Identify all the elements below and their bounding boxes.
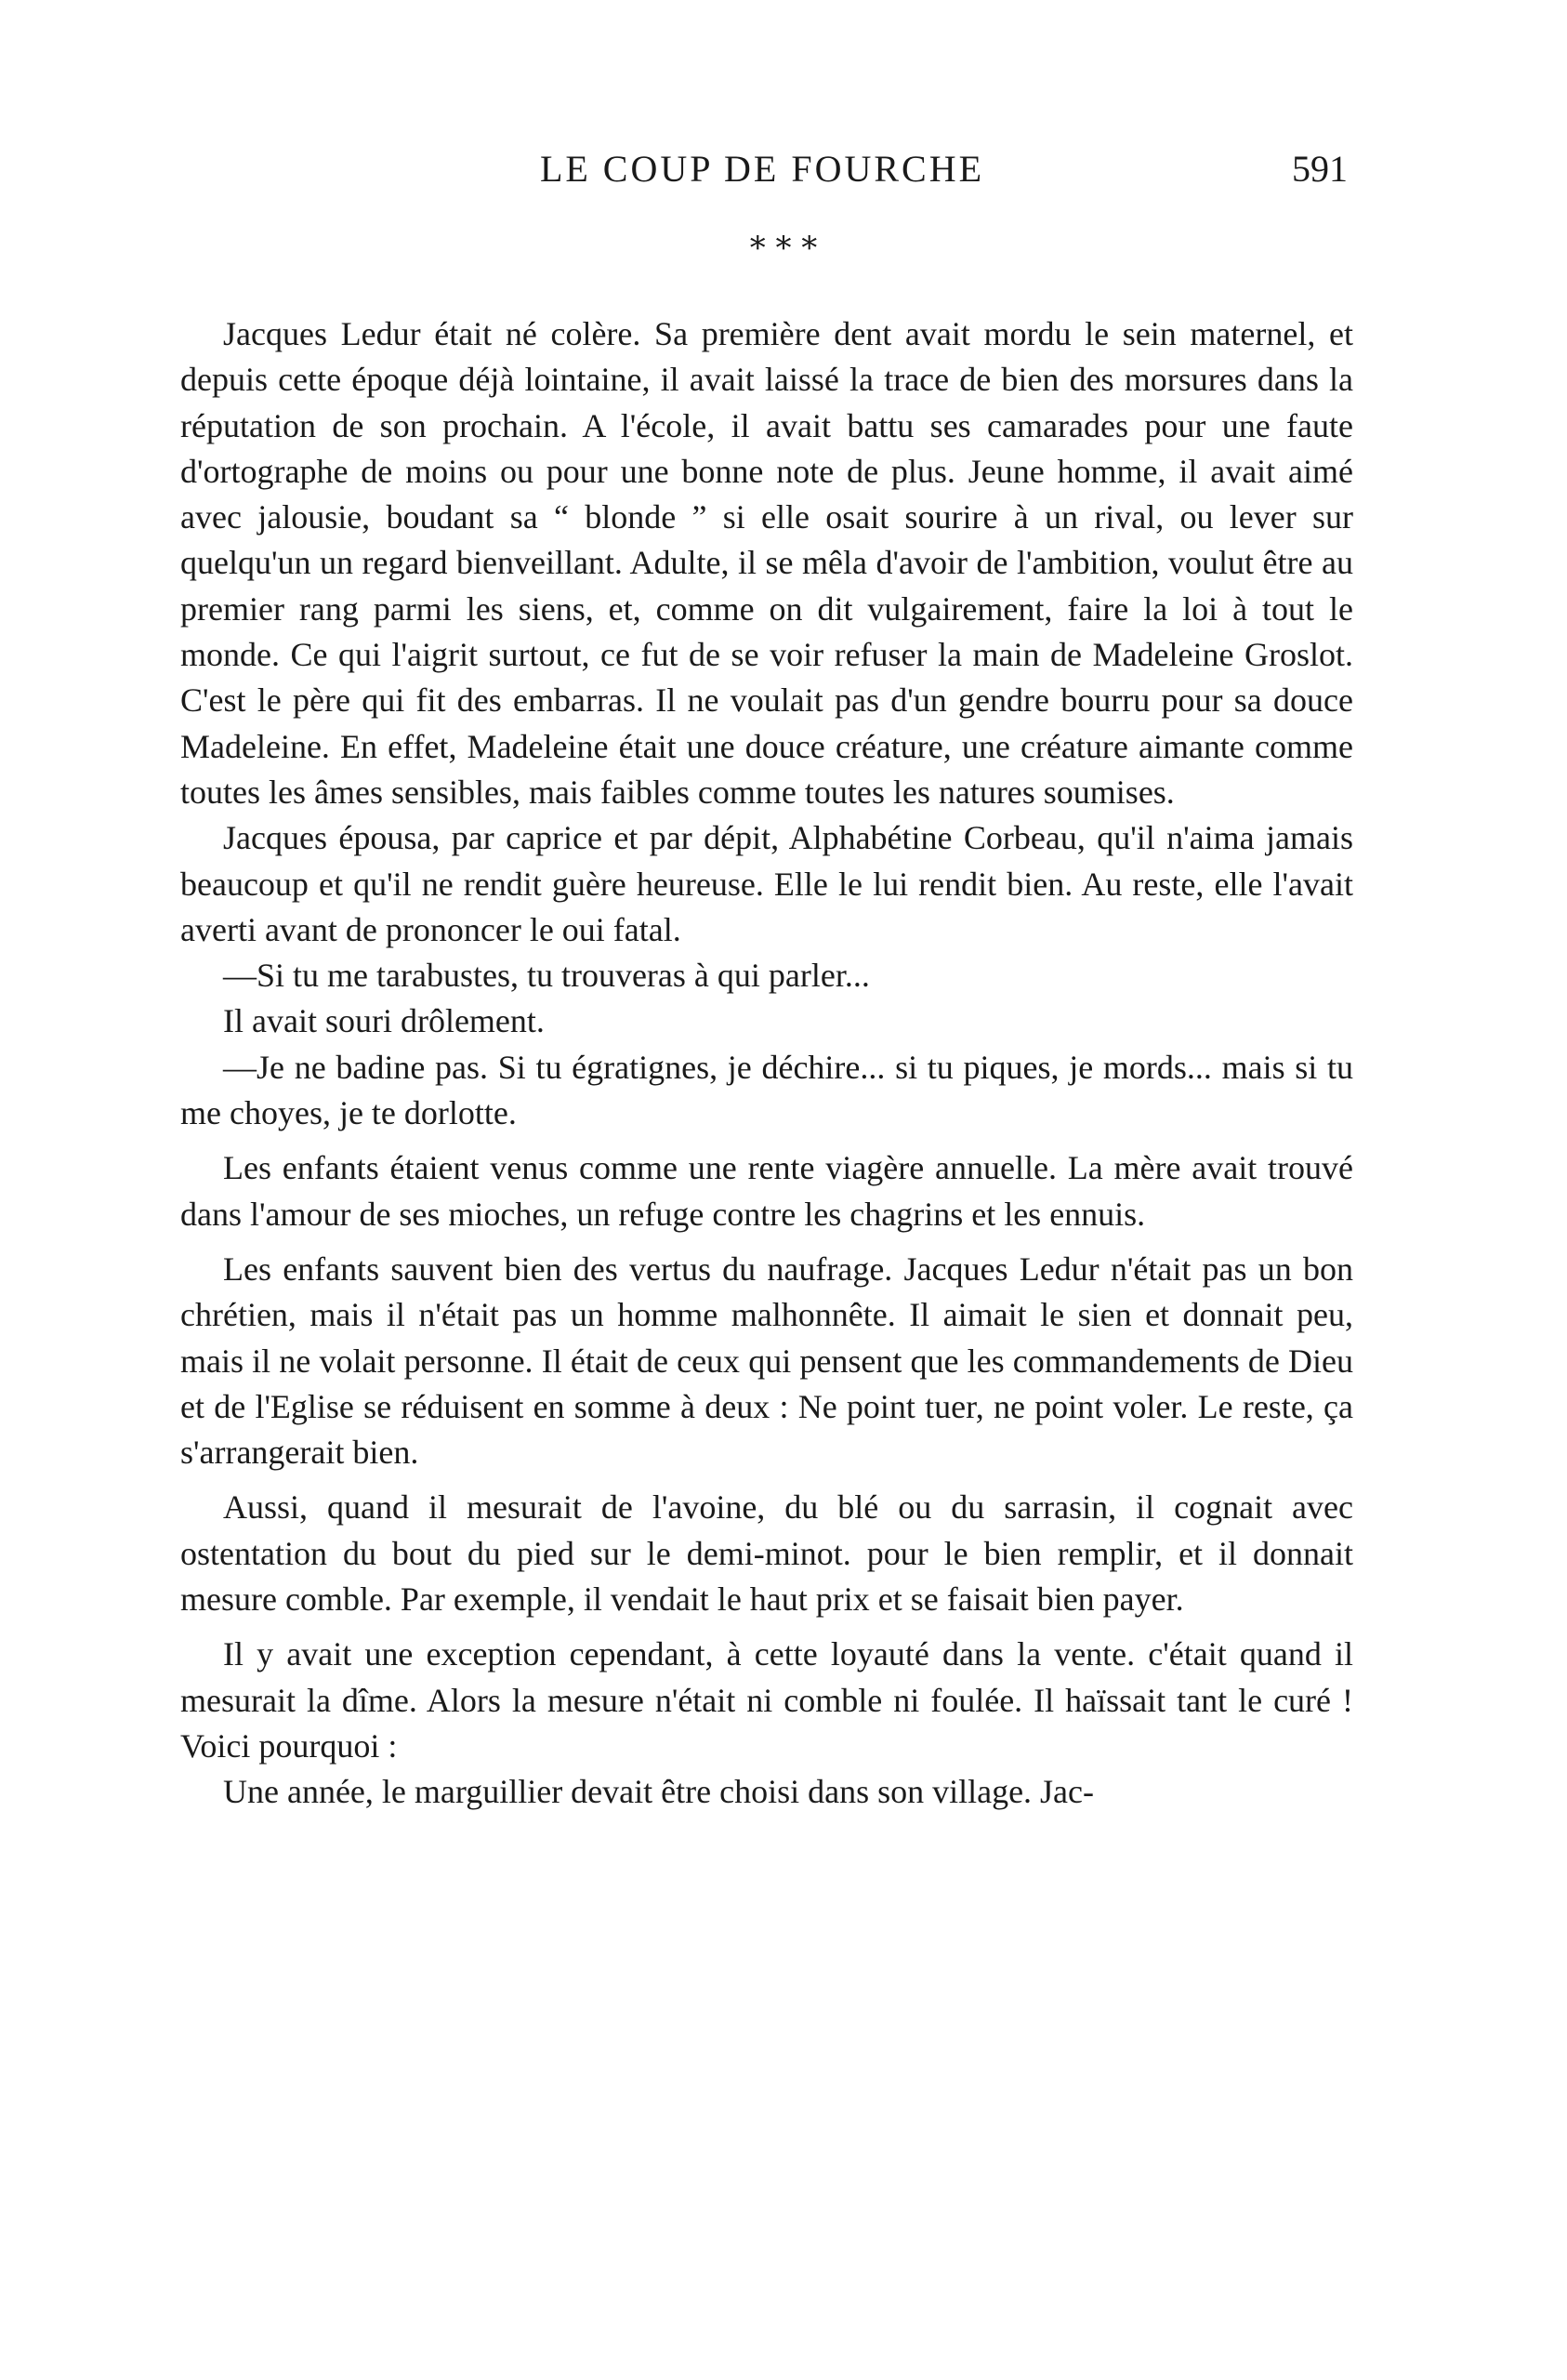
paragraph: Une année, le marguillier devait être choisi dans son village. Jac- xyxy=(223,1773,1095,1811)
paragraph: Il y avait une exception cependant, à cette loyauté dans la vente. c'était quand il mesurait la dîme. Alors la mesure n'était ni comble ni foulée. Il haïssait tant le curé ! Voici pourquoi : xyxy=(180,1635,1353,1765)
running-title: LE COUP DE FOURCHE xyxy=(539,148,985,190)
paragraph: Jacques épousa, par caprice et par dépit, Alphabétine Corbeau, qu'il n'aima jamais beaucoup et qu'il ne rendit guère heureuse. Elle le lui rendit bien. Au reste, elle l'avait averti avant de prononcer le oui fatal. xyxy=(180,819,1353,948)
paragraph: Il avait souri drôlement. xyxy=(223,1002,545,1040)
page-number: 591 xyxy=(1292,148,1348,190)
paragraph: Aussi, quand il mesurait de l'avoine, du blé ou du sarrasin, il cognait avec ostentation du bout du pied sur le demi-minot. pour le bien remplir, et il donnait mesure comble. Par exemple, il vendait le haut prix et se faisait bien payer. xyxy=(180,1488,1353,1619)
paragraph: Les enfants sauvent bien des vertus du naufrage. Jacques Ledur n'était pas un bon chrétien, mais il n'était pas un homme malhonnête. Il aimait le sien et donnait peu, mais il ne volait personne. Il était de ceux qui pensent que les commandements de Dieu et de l'Eglise se réduisent en somme à deux : Ne point tuer, ne point voler. Le reste, ça s'arrangerait bien. xyxy=(180,1250,1353,1472)
running-head xyxy=(177,147,1348,203)
body-text xyxy=(180,311,1353,1816)
paragraph: Jacques Ledur était né colère. Sa première dent avait mordu le sein maternel, et depuis cette époque déjà lointaine, il avait laissé la trace de bien des morsures dans la réputation de son prochain. A l'école, il avait battu ses camarades pour une faute d'ortographe de moins ou pour une bonne note de plus. Jeune homme, il avait aimé avec jalousie, boudant sa “ blonde ” si elle osait sourire à un rival, ou lever sur quelqu'un un regard bienveillant. Adulte, il se mêla d'avoir de l'ambition, voulut être au premier rang parmi les siens, et, comme on dit vulgairement, faire la loi à tout le monde. Ce qui l'aigrit surtout, ce fut de se voir refuser la main de Madeleine Groslot. C'est le père qui fit des embarras. Il ne voulait pas d'un gendre bourru pour sa douce Madeleine. En effet, Madeleine était une douce créature, une créature aimante comme toutes les âmes sensibles, mais faibles comme toutes les natures soumises. xyxy=(180,315,1353,811)
paragraph: —Je ne badine pas. Si tu égratignes, je déchire... si tu piques, je mords... mais si tu me choyes, je te dorlotte. xyxy=(180,1048,1353,1132)
paragraph: —Si tu me tarabustes, tu trouveras à qui parler... xyxy=(223,957,870,995)
paragraph: Les enfants étaient venus comme une rente viagère annuelle. La mère avait trouvé dans l'amour de ses mioches, un refuge contre les chagrins et les ennuis. xyxy=(180,1149,1353,1233)
section-break-asterism: * * * xyxy=(749,230,818,267)
